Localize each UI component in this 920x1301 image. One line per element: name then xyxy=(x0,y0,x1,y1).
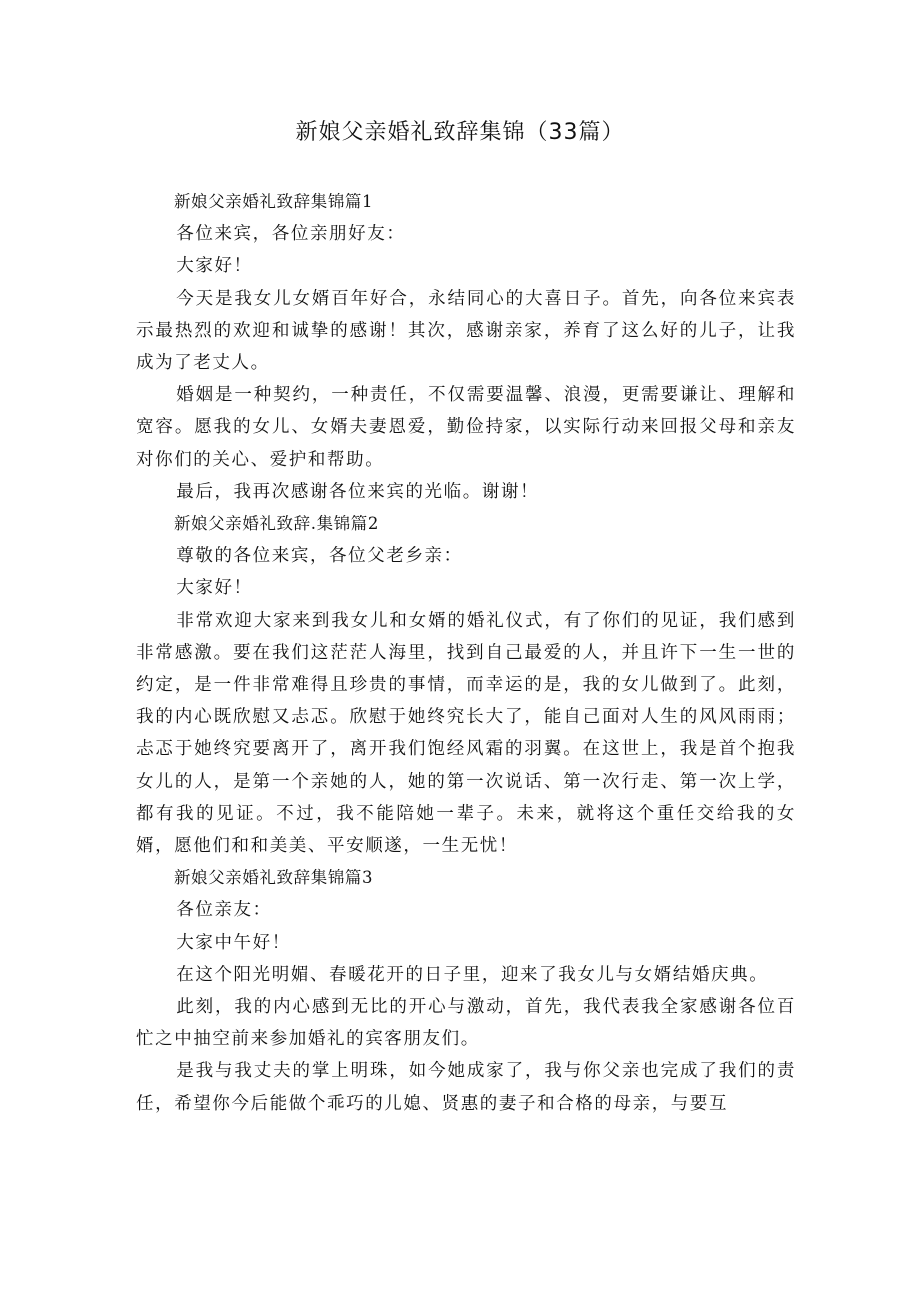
paragraph: 非常欢迎大家来到我女儿和女婿的婚礼仪式，有了你们的见证，我们感到非常感激。要在我们这茫茫人海里，找到自己最爱的人，并且许下一生一世的约定，是一件非常难得且珍贵的事情，而幸运的是，我的女儿做到了。此刻，我的内心既欣慰又忐忑。欣慰于她终究长大了，能自己面对人生的风风雨雨；忐忑于她终究要离开了，离开我们饱经风霜的羽翼。在这世上，我是首个抱我女儿的人，是第一个亲她的人，她的第一次说话、第一次行走、第一次上学，都有我的见证。不过，我不能陪她一辈子。未来，就将这个重任交给我的女婿，愿他们和和美美、平安顺遂，一生无忧！ xyxy=(136,610,796,857)
paragraph: 是我与我丈夫的掌上明珠，如今她成家了，我与你父亲也完成了我们的责任，希望你今后能做个乖巧的儿媳、贤惠的妻子和合格的母亲，与要互 xyxy=(136,1061,796,1114)
section-heading-3: 新娘父亲婚礼致辞集锦篇3 xyxy=(173,868,374,888)
paragraph: 最后，我再次感谢各位来宾的光临。谢谢！ xyxy=(176,481,540,502)
paragraph: 大家好！ xyxy=(176,578,253,599)
paragraph: 在这个阳光明媚、春暖花开的日子里，迎来了我女儿与女婿结婚庆典。 xyxy=(176,964,769,985)
paragraph: 此刻，我的内心感到无比的开心与激动，首先，我代表我全家感谢各位百忙之中抽空前来参加婚礼的宾客朋友们。 xyxy=(136,997,796,1050)
paragraph: 各位亲友： xyxy=(176,900,272,921)
paragraph: 大家好！ xyxy=(176,256,253,277)
paragraph: 各位来宾，各位亲朋好友： xyxy=(176,224,406,245)
document-body xyxy=(136,186,796,1120)
section-heading-2: 新娘父亲婚礼致辞.集锦篇2 xyxy=(173,514,379,534)
paragraph: 大家中午好！ xyxy=(176,932,291,953)
section-heading-1: 新娘父亲婚礼致辞集锦篇1 xyxy=(173,192,374,211)
document-title: 新娘父亲婚礼致辞集锦（33篇） xyxy=(295,120,625,145)
paragraph: 尊敬的各位来宾，各位父老乡亲： xyxy=(176,546,463,567)
paragraph: 婚姻是一种契约，一种责任，不仅需要温馨、浪漫，更需要谦让、理解和宽容。愿我的女儿、女婿夫妻恩爱，勤俭持家，以实际行动来回报父母和亲友对你们的关心、爱护和帮助。 xyxy=(136,385,796,470)
paragraph: 今天是我女儿女婿百年好合，永结同心的大喜日子。首先，向各位来宾表示最热烈的欢迎和诚挚的感谢！其次，感谢亲家，养育了这么好的儿子，让我成为了老丈人。 xyxy=(136,288,796,374)
